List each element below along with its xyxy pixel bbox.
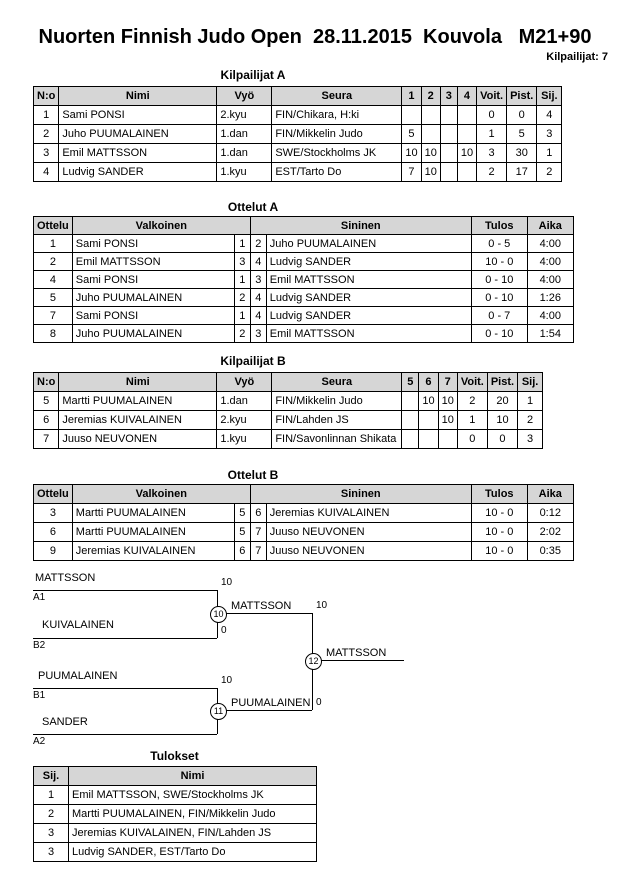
sf1-winner-name: MATTSSON <box>231 600 292 612</box>
match-no-cell: 5 <box>34 289 73 307</box>
header-result: Tulos <box>471 485 527 504</box>
no-cell: 2 <box>34 125 59 144</box>
white-name-cell: Martti PUUMALAINEN <box>72 523 234 542</box>
place-cell: 4 <box>537 106 562 125</box>
white-no-cell: 1 <box>234 235 250 253</box>
score-cell: 7 <box>402 163 421 182</box>
header-club: Seura <box>272 373 402 392</box>
score-cell <box>421 106 440 125</box>
header-blue: Sininen <box>250 217 471 235</box>
header-result: Tulos <box>471 217 527 235</box>
competitors-count: Kilpailijat: 7 <box>546 51 608 63</box>
white-name-cell: Sami PONSI <box>72 271 234 289</box>
matches-a-row-6 <box>34 325 574 343</box>
blue-name-cell: Jeremias KUIVALAINEN <box>266 504 471 523</box>
pool-b-row-1 <box>34 392 543 411</box>
header-belt: Vyö <box>217 373 272 392</box>
sf1-top-line <box>33 590 217 591</box>
name-cell: Martti PUUMALAINEN <box>59 392 217 411</box>
score-cell: 10 <box>457 144 476 163</box>
matches-b-row-3 <box>34 542 574 561</box>
result-cell: 10 - 0 <box>471 253 527 271</box>
score-cell <box>440 144 457 163</box>
wins-cell: 1 <box>477 125 507 144</box>
sf2-bottom-name: SANDER <box>42 716 88 728</box>
score-cell: 5 <box>402 125 421 144</box>
pool-a-row-3 <box>34 144 562 163</box>
sf1-top-score: 10 <box>221 577 233 588</box>
blue-no-cell: 4 <box>250 289 266 307</box>
sf1-bottom-seed: B2 <box>33 640 46 651</box>
sf1-bottom-score: 0 <box>221 625 227 636</box>
wins-cell: 0 <box>457 430 487 449</box>
place-cell: 2 <box>34 805 69 824</box>
blue-no-cell: 4 <box>250 307 266 325</box>
match-no-cell: 6 <box>34 523 73 542</box>
club-cell: FIN/Mikkelin Judo <box>272 125 402 144</box>
match-no-cell: 1 <box>34 235 73 253</box>
belt-cell: 2.kyu <box>217 411 272 430</box>
header-opp-5: 5 <box>402 373 419 392</box>
place-cell: 3 <box>518 430 543 449</box>
name-cell: Juuso NEUVONEN <box>59 430 217 449</box>
match-no-cell: 2 <box>34 253 73 271</box>
header-name: Nimi <box>59 87 217 106</box>
white-no-cell: 5 <box>234 523 250 542</box>
white-no-cell: 2 <box>234 325 250 343</box>
pool-b-row-3 <box>34 430 543 449</box>
sf1-top-name: MATTSSON <box>35 572 96 584</box>
header-no: N:o <box>34 373 59 392</box>
club-cell: FIN/Savonlinnan Shikata <box>272 430 402 449</box>
place-cell: 2 <box>537 163 562 182</box>
sf2-winner-score: 0 <box>316 697 322 708</box>
sf2-winner-name: PUUMALAINEN <box>231 697 311 709</box>
white-no-cell: 1 <box>234 271 250 289</box>
white-no-cell: 3 <box>234 253 250 271</box>
points-cell: 10 <box>487 411 517 430</box>
header-name: Nimi <box>69 767 317 786</box>
pool-b-header-row <box>34 373 543 392</box>
score-cell <box>419 411 438 430</box>
matches-a-table <box>33 216 574 343</box>
result-cell: 10 - 0 <box>471 542 527 561</box>
blue-no-cell: 3 <box>250 271 266 289</box>
score-cell <box>457 106 476 125</box>
matches-a-row-3 <box>34 271 574 289</box>
matches-b-header-row <box>34 485 574 504</box>
header-match-no: Ottelu <box>34 217 73 235</box>
place-cell: 1 <box>518 392 543 411</box>
matches-a-row-4 <box>34 289 574 307</box>
club-cell: FIN/Lahden JS <box>272 411 402 430</box>
name-cell: Jeremias KUIVALAINEN <box>59 411 217 430</box>
medal-bracket <box>30 570 460 765</box>
belt-cell: 1.kyu <box>217 430 272 449</box>
name-cell: Emil MATTSSON <box>59 144 217 163</box>
match-no-cell: 3 <box>34 504 73 523</box>
points-cell: 30 <box>507 144 537 163</box>
results-row-2 <box>34 805 317 824</box>
white-name-cell: Martti PUUMALAINEN <box>72 504 234 523</box>
blue-no-cell: 7 <box>250 542 266 561</box>
blue-no-cell: 4 <box>250 253 266 271</box>
matches-b-row-2 <box>34 523 574 542</box>
no-cell: 1 <box>34 106 59 125</box>
header-opp-4: 4 <box>457 87 476 106</box>
belt-cell: 1.dan <box>217 392 272 411</box>
place-cell: 3 <box>34 824 69 843</box>
score-cell: 10 <box>421 163 440 182</box>
result-cell: 0 - 5 <box>471 235 527 253</box>
header-opp-2: 2 <box>421 87 440 106</box>
header-name: Nimi <box>59 373 217 392</box>
header-club: Seura <box>272 87 402 106</box>
score-cell <box>402 411 419 430</box>
points-cell: 17 <box>507 163 537 182</box>
time-cell: 1:26 <box>527 289 573 307</box>
header-opp-1: 1 <box>402 87 421 106</box>
header-points: Pist. <box>507 87 537 106</box>
belt-cell: 1.dan <box>217 125 272 144</box>
place-cell: 1 <box>34 786 69 805</box>
no-cell: 5 <box>34 392 59 411</box>
sf1-match-number-badge: 10 <box>210 606 227 623</box>
score-cell: 10 <box>402 144 421 163</box>
matches-a-row-5 <box>34 307 574 325</box>
result-cell: 10 - 0 <box>471 504 527 523</box>
score-cell <box>419 430 438 449</box>
time-cell: 4:00 <box>527 307 573 325</box>
name-cell: Sami PONSI <box>59 106 217 125</box>
header-belt: Vyö <box>217 87 272 106</box>
blue-name-cell: Juuso NEUVONEN <box>266 523 471 542</box>
club-cell: FIN/Mikkelin Judo <box>272 392 402 411</box>
results-title: Tulokset <box>150 749 199 763</box>
sf2-bottom-seed: A2 <box>33 736 46 747</box>
wins-cell: 1 <box>457 411 487 430</box>
white-no-cell: 2 <box>234 289 250 307</box>
header-place: Sij. <box>34 767 69 786</box>
header-time: Aika <box>527 485 573 504</box>
place-cell: 1 <box>537 144 562 163</box>
sf2-top-name: PUUMALAINEN <box>38 670 118 682</box>
score-cell <box>457 125 476 144</box>
wins-cell: 3 <box>477 144 507 163</box>
results-row-4 <box>34 843 317 862</box>
results-row-1 <box>34 786 317 805</box>
name-cell: Martti PUUMALAINEN, FIN/Mikkelin Judo <box>69 805 317 824</box>
score-cell: 10 <box>438 392 457 411</box>
score-cell <box>402 392 419 411</box>
pool-a-row-2 <box>34 125 562 144</box>
blue-name-cell: Emil MATTSSON <box>266 325 471 343</box>
score-cell <box>457 163 476 182</box>
pool-a-title: Kilpailijat A <box>220 68 286 82</box>
belt-cell: 1.dan <box>217 144 272 163</box>
score-cell: 10 <box>421 144 440 163</box>
wins-cell: 2 <box>477 163 507 182</box>
header-white: Valkoinen <box>72 217 250 235</box>
matches-a-row-2 <box>34 253 574 271</box>
matches-a-title: Ottelut A <box>227 200 279 214</box>
header-white: Valkoinen <box>72 485 250 504</box>
no-cell: 3 <box>34 144 59 163</box>
points-cell: 0 <box>487 430 517 449</box>
time-cell: 4:00 <box>527 253 573 271</box>
pool-b-table <box>33 372 543 449</box>
place-cell: 3 <box>34 843 69 862</box>
points-cell: 5 <box>507 125 537 144</box>
no-cell: 6 <box>34 411 59 430</box>
matches-b-row-1 <box>34 504 574 523</box>
score-cell <box>402 430 419 449</box>
result-cell: 0 - 10 <box>471 289 527 307</box>
place-cell: 3 <box>537 125 562 144</box>
time-cell: 1:54 <box>527 325 573 343</box>
score-cell <box>440 106 457 125</box>
matches-b-table <box>33 484 574 561</box>
sf2-top-seed: B1 <box>33 690 46 701</box>
header-place: Sij. <box>537 87 562 106</box>
time-cell: 4:00 <box>527 235 573 253</box>
name-cell: Ludvig SANDER <box>59 163 217 182</box>
time-cell: 4:00 <box>527 271 573 289</box>
score-cell <box>440 163 457 182</box>
blue-no-cell: 7 <box>250 523 266 542</box>
belt-cell: 1.kyu <box>217 163 272 182</box>
name-cell: Juho PUUMALAINEN <box>59 125 217 144</box>
blue-name-cell: Emil MATTSSON <box>266 271 471 289</box>
sf2-top-line <box>33 688 217 689</box>
no-cell: 7 <box>34 430 59 449</box>
match-no-cell: 8 <box>34 325 73 343</box>
header-place: Sij. <box>518 373 543 392</box>
blue-no-cell: 2 <box>250 235 266 253</box>
white-name-cell: Juho PUUMALAINEN <box>72 289 234 307</box>
points-cell: 0 <box>507 106 537 125</box>
belt-cell: 2.kyu <box>217 106 272 125</box>
time-cell: 2:02 <box>527 523 573 542</box>
header-blue: Sininen <box>250 485 471 504</box>
sf1-bottom-name: KUIVALAINEN <box>42 619 114 631</box>
sf2-winner-line <box>217 710 312 711</box>
matches-a-row-1 <box>34 235 574 253</box>
final-match-number-badge: 12 <box>305 653 322 670</box>
result-cell: 0 - 7 <box>471 307 527 325</box>
blue-name-cell: Juuso NEUVONEN <box>266 542 471 561</box>
score-cell <box>438 430 457 449</box>
match-no-cell: 9 <box>34 542 73 561</box>
header-wins: Voit. <box>477 87 507 106</box>
header-time: Aika <box>527 217 573 235</box>
score-cell <box>421 125 440 144</box>
white-name-cell: Sami PONSI <box>72 307 234 325</box>
final-winner-line <box>312 660 404 661</box>
sf1-bottom-line <box>33 638 217 639</box>
time-cell: 0:35 <box>527 542 573 561</box>
sf2-match-number-badge: 11 <box>210 703 227 720</box>
name-cell: Ludvig SANDER, EST/Tarto Do <box>69 843 317 862</box>
header-match-no: Ottelu <box>34 485 73 504</box>
club-cell: EST/Tarto Do <box>272 163 402 182</box>
sf2-bottom-line <box>33 734 217 735</box>
pool-b-row-2 <box>34 411 543 430</box>
blue-name-cell: Ludvig SANDER <box>266 289 471 307</box>
white-no-cell: 1 <box>234 307 250 325</box>
pool-a-table <box>33 86 562 182</box>
header-wins: Voit. <box>457 373 487 392</box>
header-opp-7: 7 <box>438 373 457 392</box>
no-cell: 4 <box>34 163 59 182</box>
name-cell: Jeremias KUIVALAINEN, FIN/Lahden JS <box>69 824 317 843</box>
points-cell: 20 <box>487 392 517 411</box>
result-cell: 10 - 0 <box>471 523 527 542</box>
matches-a-header-row <box>34 217 574 235</box>
wins-cell: 2 <box>457 392 487 411</box>
sf1-winner-line <box>217 613 312 614</box>
blue-no-cell: 3 <box>250 325 266 343</box>
place-cell: 2 <box>518 411 543 430</box>
results-table <box>33 766 317 862</box>
match-no-cell: 4 <box>34 271 73 289</box>
white-name-cell: Sami PONSI <box>72 235 234 253</box>
match-no-cell: 7 <box>34 307 73 325</box>
pool-b-title: Kilpailijat B <box>220 354 286 368</box>
club-cell: SWE/Stockholms JK <box>272 144 402 163</box>
header-no: N:o <box>34 87 59 106</box>
pool-a-row-4 <box>34 163 562 182</box>
score-cell <box>440 125 457 144</box>
final-winner-name: MATTSSON <box>326 647 387 659</box>
result-cell: 0 - 10 <box>471 271 527 289</box>
white-name-cell: Juho PUUMALAINEN <box>72 325 234 343</box>
sf1-top-seed: A1 <box>33 592 46 603</box>
page-title: Nuorten Finnish Judo Open 28.11.2015 Kouvola M21+90 <box>38 26 592 48</box>
result-cell: 0 - 10 <box>471 325 527 343</box>
blue-name-cell: Ludvig SANDER <box>266 307 471 325</box>
white-no-cell: 6 <box>234 542 250 561</box>
white-name-cell: Emil MATTSSON <box>72 253 234 271</box>
header-opp-6: 6 <box>419 373 438 392</box>
score-cell: 10 <box>438 411 457 430</box>
blue-name-cell: Ludvig SANDER <box>266 253 471 271</box>
sf2-top-score: 10 <box>221 675 233 686</box>
name-cell: Emil MATTSSON, SWE/Stockholms JK <box>69 786 317 805</box>
club-cell: FIN/Chikara, H:ki <box>272 106 402 125</box>
white-no-cell: 5 <box>234 504 250 523</box>
matches-b-title: Ottelut B <box>227 468 279 482</box>
blue-name-cell: Juho PUUMALAINEN <box>266 235 471 253</box>
header-opp-3: 3 <box>440 87 457 106</box>
pool-a-row-1 <box>34 106 562 125</box>
blue-no-cell: 6 <box>250 504 266 523</box>
pool-a-header-row <box>34 87 562 106</box>
time-cell: 0:12 <box>527 504 573 523</box>
results-row-3 <box>34 824 317 843</box>
wins-cell: 0 <box>477 106 507 125</box>
results-header-row <box>34 767 317 786</box>
score-cell <box>402 106 421 125</box>
white-name-cell: Jeremias KUIVALAINEN <box>72 542 234 561</box>
score-cell: 10 <box>419 392 438 411</box>
header-points: Pist. <box>487 373 517 392</box>
sf1-winner-score: 10 <box>316 600 328 611</box>
